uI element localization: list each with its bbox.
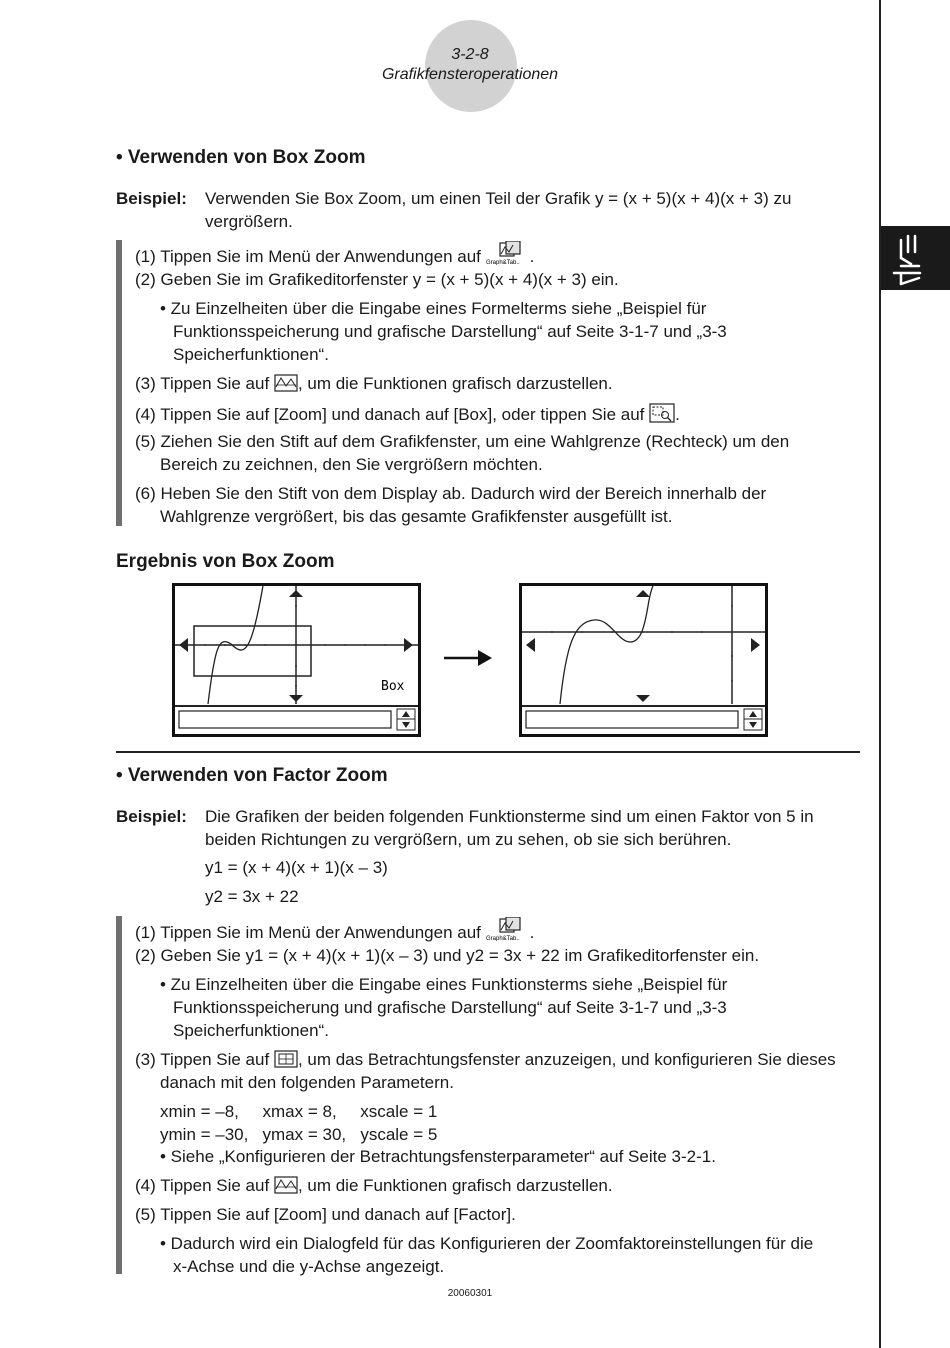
step-text: (2) Geben Sie im Grafikeditorfenster y = (x + 5)(x + 4)(x + 3) ein.	[135, 270, 619, 289]
graph-draw-icon	[274, 374, 298, 397]
bullet-text: Speicherfunktionen“.	[173, 345, 329, 364]
page-number: 3-2-8	[451, 46, 489, 63]
equation-y2: y2 = 3x + 22	[205, 887, 299, 906]
bullet-text: • Zu Einzelheiten über die Eingabe eines Formelterms siehe „Beispiel für	[160, 299, 707, 318]
bullet-text: Speicherfunktionen“.	[173, 1021, 329, 1040]
svg-text:Graph&Tab..: Graph&Tab..	[485, 260, 520, 265]
step-text: (4) Tippen Sie auf , um die Funktionen grafisch darzustellen.	[135, 1176, 613, 1199]
view-window-params: xmin = –8, xmax = 8, xscale = 1	[160, 1102, 438, 1121]
equation-y1: y1 = (x + 4)(x + 1)(x – 3)	[205, 858, 388, 877]
step-text: (3) Tippen Sie auf , um das Betrachtungsfenster anzuzeigen, und konfigurieren Sie dieses	[135, 1050, 836, 1073]
bullet-text: • Siehe „Konfigurieren der Betrachtungsfensterparameter“ auf Seite 3-2-1.	[160, 1147, 716, 1166]
graph-screen-after	[519, 583, 768, 737]
svg-text:Box: Box	[381, 679, 405, 694]
bullet-text: Funktionsspeicherung und grafische Darstellung“ auf Seite 3-1-7 und „3-3	[173, 998, 727, 1017]
step-text: (6) Heben Sie den Stift von dem Display ab. Dadurch wird der Bereich innerhalb der	[135, 484, 767, 503]
step-text: (3) Tippen Sie auf , um die Funktionen grafisch darzustellen.	[135, 374, 613, 397]
bullet-text: Funktionsspeicherung und grafische Darstellung“ auf Seite 3-1-7 und „3-3	[173, 322, 727, 341]
example-text: Verwenden Sie Box Zoom, um einen Teil der Grafik y = (x + 5)(x + 4)(x + 3) zu	[205, 189, 792, 208]
example-text: vergrößern.	[205, 212, 293, 231]
example-label: Beispiel:	[116, 189, 187, 208]
bullet-text: x-Achse und die y-Achse angezeigt.	[173, 1257, 445, 1276]
steps-sidebar	[116, 916, 122, 1274]
view-window-icon	[274, 1050, 298, 1073]
result-heading: Ergebnis von Box Zoom	[116, 551, 335, 572]
bullet-text: • Dadurch wird ein Dialogfeld für das Konfigurieren der Zoomfaktoreinstellungen für die	[160, 1234, 814, 1253]
step-text: (1) Tippen Sie im Menü der Anwendungen auf Graph&Tab.. .	[135, 917, 534, 946]
bullet-text: • Zu Einzelheiten über die Eingabe eines Funktionsterms siehe „Beispiel für	[160, 975, 728, 994]
graph-screen-before	[172, 583, 421, 737]
footer-code: 20060301	[447, 1288, 493, 1299]
margin-rule	[879, 0, 881, 1348]
step-text: (5) Tippen Sie auf [Zoom] und danach auf [Factor].	[135, 1205, 516, 1224]
steps-sidebar	[116, 240, 122, 526]
box-zoom-icon	[649, 403, 675, 428]
example-text: beiden Richtungen zu vergrößern, um zu sehen, ob sie sich berühren.	[205, 830, 732, 849]
graph-chapter-icon	[881, 226, 950, 290]
section-divider	[116, 751, 860, 753]
graph-table-app-icon	[486, 917, 530, 946]
arrow-right-icon	[442, 648, 494, 673]
step-text: danach mit den folgenden Parametern.	[160, 1073, 454, 1092]
step-text: (1) Tippen Sie im Menü der Anwendungen auf Graph&Tab.. .	[135, 241, 534, 270]
chapter-tab	[881, 226, 950, 290]
example-label: Beispiel:	[116, 807, 187, 826]
step-text: Wahlgrenze vergrößert, bis das gesamte Grafikfenster ausgefüllt ist.	[160, 507, 673, 526]
view-window-params: ymin = –30, ymax = 30, yscale = 5	[160, 1125, 438, 1144]
step-text: (4) Tippen Sie auf [Zoom] und danach auf [Box], oder tippen Sie auf .	[135, 403, 680, 428]
graph-table-app-icon	[486, 241, 530, 270]
section-title: Grafikfensteroperationen	[381, 66, 559, 83]
section-heading-factor-zoom: • Verwenden von Factor Zoom	[116, 765, 388, 786]
svg-text:Graph&Tab..: Graph&Tab..	[485, 936, 520, 941]
step-text: (2) Geben Sie y1 = (x + 4)(x + 1)(x – 3) und y2 = 3x + 22 im Grafikeditorfenster ein.	[135, 946, 760, 965]
graph-draw-icon	[274, 1176, 298, 1199]
section-heading-box-zoom: • Verwenden von Box Zoom	[116, 147, 366, 168]
step-text: (5) Ziehen Sie den Stift auf dem Grafikfenster, um eine Wahlgrenze (Rechteck) um den	[135, 432, 790, 451]
example-text: Die Grafiken der beiden folgenden Funktionsterme sind um einen Faktor von 5 in	[205, 807, 814, 826]
step-text: Bereich zu zeichnen, den Sie vergrößern möchten.	[160, 455, 543, 474]
